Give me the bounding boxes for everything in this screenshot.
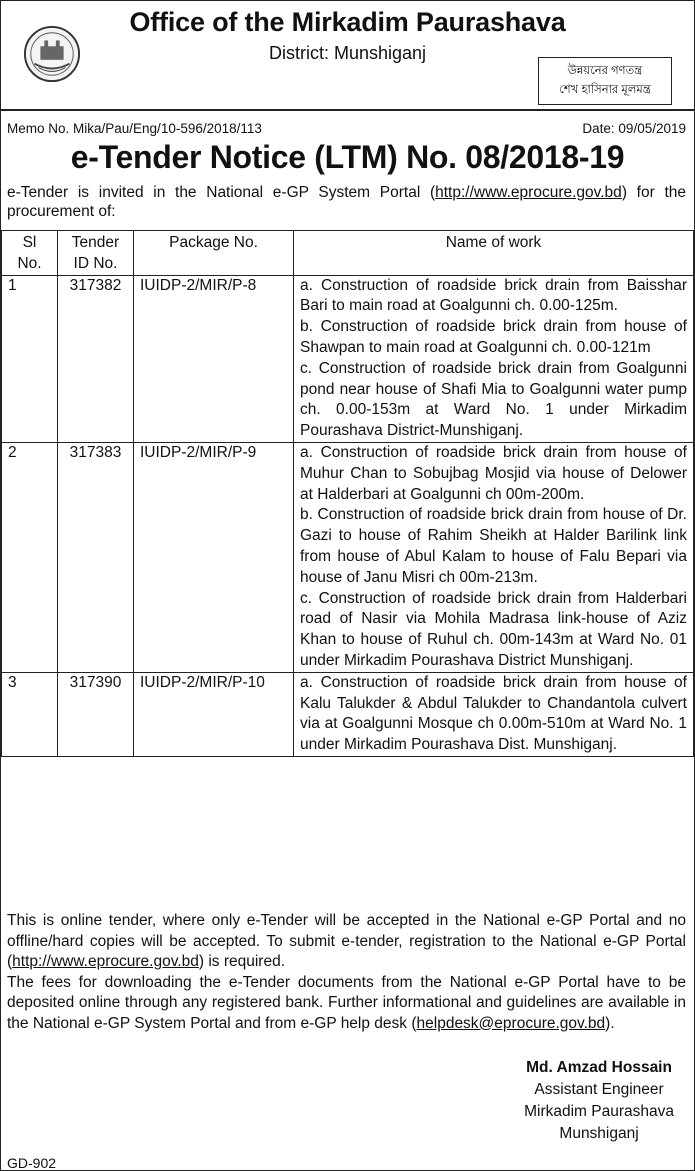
slogan-box (538, 57, 672, 105)
egp-portal-link-footer[interactable]: http://www.eprocure.gov.bd (12, 953, 199, 970)
memo-date: Date: 09/05/2019 (582, 121, 686, 136)
work-item: b. Construction of roadside brick drain from house of Shawpan to main road at Goalgunni ch. 0.00-121m (300, 318, 687, 356)
row-works (294, 275, 694, 442)
footer-paragraph-2 (7, 973, 686, 1035)
helpdesk-email-link[interactable]: helpdesk@eprocure.gov.bd (416, 1014, 606, 1032)
slogan-line-2: শেখ হাসিনার মূলমন্ত্র (559, 84, 651, 96)
signature-block (524, 1057, 674, 1145)
work-item: c. Construction of roadside brick drain from Halderbari road of Nasir via Mohila Madrasa link-house of Aziz Khan to house of Ruhul ch. 00m-143m at Ward No. 01 under Mirkadim Pourashava District Munshiganj. (300, 589, 687, 669)
signatory-office: Mirkadim Paurashava (524, 1103, 674, 1120)
table-header-row (2, 231, 694, 276)
notice-title: e-Tender Notice (LTM) No. 08/2018-19 (70, 139, 625, 175)
row-package: IUIDP-2/MIR/P-9 (134, 442, 294, 672)
table-row (2, 442, 694, 672)
header-sl-line1: Sl (22, 234, 37, 251)
header-tender-id (58, 231, 134, 276)
row-tender-id: 317390 (58, 672, 134, 756)
egp-portal-link[interactable]: http://www.eprocure.gov.bd (435, 184, 622, 201)
work-item: a. Construction of roadside brick drain from Baisshar Bari to main road at Goalgunni ch. 0.00-125m. (300, 276, 687, 315)
slogan-line-1: উন্নয়নের গণতন্ত্র (567, 65, 643, 77)
signatory-designation: Assistant Engineer (534, 1081, 664, 1098)
work-item: a. Construction of roadside brick drain from house of Kalu Talukder & Abdul Talukder to Chandantola culvert via at Goalgunni Mosque ch 0.00m-510m at Ward No. 1 under Mirkadim Pourashava Dist. Munshiganj. (300, 673, 687, 754)
header-package: Package No. (134, 231, 294, 276)
row-tender-id: 317382 (58, 275, 134, 442)
row-sl: 1 (2, 275, 58, 442)
header-sl (2, 231, 58, 276)
row-sl: 3 (2, 672, 58, 756)
row-works (294, 672, 694, 756)
row-package: IUIDP-2/MIR/P-10 (134, 672, 294, 756)
header-tender-line2: ID No. (73, 254, 118, 272)
footer-paragraph-1 (7, 911, 686, 973)
intro-text-end: ) for the procurement of: (7, 184, 686, 220)
memo-number: Memo No. Mika/Pau/Eng/10-596/2018/113 (7, 121, 262, 136)
footer-p2-end: ). (605, 1014, 615, 1032)
table-row (2, 275, 694, 442)
header-tender-line1: Tender (71, 234, 120, 251)
footer-paragraphs (7, 911, 686, 1034)
intro-text-start: e-Tender is invited in the National e-GP System Portal ( (7, 184, 436, 201)
table-row (2, 672, 694, 756)
works-table (1, 230, 694, 757)
work-item: c. Construction of roadside brick drain from Goalgunni pond near house of Shafi Mia to Goalgunni water pump ch. 0.00-153m at Ward No. 1 under Mirkadim Pourashava District-Munshiganj. (300, 359, 687, 440)
signatory-place: Munshiganj (559, 1125, 639, 1142)
work-item: b. Construction of roadside brick drain from house of Dr. Gazi to house of Rahim Sheikh at Halder Barilink link from house of Abul Kalam to house of Falu Bepari via house of Janu Misri ch 00m-213m. (300, 506, 687, 586)
signatory-name: Md. Amzad Hossain (526, 1059, 672, 1076)
footer-p1-end: ) is required. (198, 953, 286, 970)
intro-paragraph (7, 183, 686, 221)
header-work: Name of work (294, 231, 694, 276)
row-package: IUIDP-2/MIR/P-8 (134, 275, 294, 442)
gd-number: GD-902 (7, 1155, 57, 1171)
header-sl-line2: No. (17, 254, 42, 272)
memo-row (7, 121, 686, 136)
row-sl: 2 (2, 442, 58, 672)
district-line: District: Munshiganj (268, 43, 427, 63)
footer-p1-start: This is online tender, where only e-Tender will be accepted in the National e-GP Portal and no offline/hard copies will be accepted. To submit e-tender, registration to the National e-GP Portal ( (7, 912, 686, 970)
work-item: a. Construction of roadside brick drain from house of Muhur Chan to Sobujbag Mosjid via house of Delower at Halderbari at Goalgunni ch 00m-200m. (300, 443, 687, 503)
row-works (294, 442, 694, 672)
notice-header (1, 1, 694, 111)
office-title: Office of the Mirkadim Paurashava (129, 7, 566, 37)
row-tender-id: 317383 (58, 442, 134, 672)
footer-p2-start: The fees for downloading the e-Tender documents from the National e-GP Portal have to be deposited online through any registered bank. Further informational and guidelines are available in the National e-GP System Portal and from e-GP help desk ( (7, 973, 686, 1032)
